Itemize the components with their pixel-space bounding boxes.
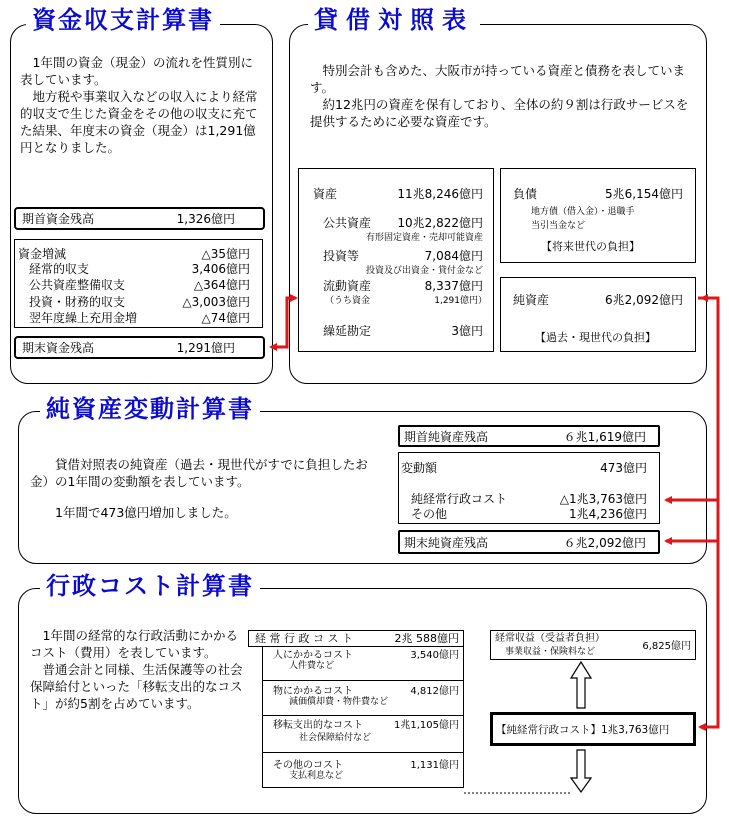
netchange-desc-line: 1年間で473億円増加しました。 bbox=[55, 505, 237, 520]
net-closing-value: ６兆2,092億円 bbox=[563, 536, 646, 550]
netchange-description bbox=[30, 456, 378, 521]
admin-item-label: その他のコスト bbox=[273, 760, 343, 771]
admin-total-box bbox=[248, 630, 464, 647]
deferred-label: 繰延勘定 bbox=[323, 324, 372, 338]
net-opening-label: 期首純資産残高 bbox=[404, 430, 489, 444]
admin-divider bbox=[263, 752, 463, 753]
net-assets-value: 6兆2,092億円 bbox=[605, 293, 683, 307]
cash-closing-label: 期末資金残高 bbox=[22, 341, 95, 355]
net-change-value: 473億円 bbox=[600, 461, 647, 475]
cash-item-label: 翌年度繰上充用金増 bbox=[29, 311, 138, 325]
admin-item-label: 移転支出的なコスト bbox=[273, 720, 363, 731]
net-closing-box bbox=[398, 530, 660, 554]
net-opening-value: ６兆1,619億円 bbox=[563, 430, 646, 444]
cash-item-label: 経常的収支 bbox=[29, 262, 90, 276]
liabilities-value: 5兆6,154億円 bbox=[605, 187, 683, 201]
assets-label: 資産 bbox=[313, 187, 338, 201]
cash-item-label: 投資・財務的収支 bbox=[29, 295, 126, 309]
cash-change-label: 資金増減 bbox=[18, 247, 67, 261]
admin-item-value: 4,812億円 bbox=[410, 686, 459, 697]
net-change-label: 変動額 bbox=[401, 461, 438, 475]
balance-description bbox=[310, 62, 695, 130]
investments-note: 投資及び出資金・貸付金など bbox=[365, 266, 483, 276]
cash-item-value: △3,003億円 bbox=[182, 295, 250, 309]
revenue-box bbox=[490, 630, 696, 660]
cash-item-value: 3,406億円 bbox=[191, 262, 250, 276]
admincost-desc-line: 普通会計と同様、生活保護等の社会保障給付といった「移転支出的なコスト」が約5割を占めています。 bbox=[30, 662, 243, 711]
current-assets-value: 8,337億円 bbox=[424, 279, 483, 293]
net-item-value: △1兆3,763億円 bbox=[559, 492, 647, 506]
admin-item-value: 1兆1,105億円 bbox=[394, 720, 459, 731]
netchange-title: 純資産変動計算書 bbox=[40, 397, 260, 421]
revenue-value: 6,825億円 bbox=[642, 641, 691, 652]
cash-closing-box bbox=[14, 336, 265, 359]
public-assets-note: 有形固定資産・売却可能資産 bbox=[365, 233, 483, 243]
admin-total-label: 経 常 行 政 コ ス ト bbox=[255, 632, 353, 645]
public-assets-value: 10兆2,822億円 bbox=[397, 216, 483, 230]
revenue-label: 経常収益（受益者負担） bbox=[495, 633, 605, 644]
cashflow-desc-line: 地方税や事業収入などの収入により経常的収支で生じた資金をその他の収支に充てた結果、年度末の資金（現金）は1,291億円となりました。 bbox=[20, 89, 258, 155]
cash-opening-box bbox=[14, 207, 265, 230]
cash-change-value: △35億円 bbox=[201, 247, 250, 261]
cash-opening-label: 期首資金残高 bbox=[22, 212, 95, 226]
assets-box bbox=[298, 168, 494, 352]
liabilities-label: 負債 bbox=[513, 187, 538, 201]
admincost-description bbox=[30, 627, 243, 712]
liabilities-burden: 【将来世代の負担】 bbox=[541, 240, 640, 253]
admin-item-note: 減価償却費・物件費など bbox=[289, 697, 389, 707]
current-assets-label: 流動資産 bbox=[323, 279, 372, 293]
investments-label: 投資等 bbox=[323, 249, 360, 263]
cashflow-title: 資金収支計算書 bbox=[26, 8, 220, 32]
admin-item-value: 1,131億円 bbox=[410, 760, 459, 771]
cash-item-value: △364億円 bbox=[193, 278, 250, 292]
cash-opening-value: 1,326億円 bbox=[176, 212, 235, 226]
net-assets-burden: 【過去・現世代の負担】 bbox=[535, 331, 656, 344]
cashflow-description bbox=[20, 54, 264, 156]
admin-item-value: 3,540億円 bbox=[410, 650, 459, 661]
cash-item-value: △74億円 bbox=[201, 311, 250, 325]
net-cost-box bbox=[490, 712, 696, 746]
balance-desc-line: 約12兆円の資産を保有しており、全体の約９割は行政サービスを提供するために必要な資産です。 bbox=[310, 97, 689, 129]
admincost-title: 行政コスト計算書 bbox=[40, 574, 260, 598]
net-opening-box bbox=[398, 425, 660, 447]
current-assets-cash: 1,291億円） bbox=[434, 296, 487, 306]
admin-divider bbox=[263, 715, 463, 716]
admin-divider bbox=[263, 680, 463, 681]
net-item-value: 1兆4,236億円 bbox=[569, 507, 647, 521]
admin-breakdown-box bbox=[262, 646, 464, 788]
admin-item-label: 人にかかるコスト bbox=[273, 650, 353, 661]
liabilities-box bbox=[500, 168, 696, 263]
balance-title: 貸借対照表 bbox=[308, 8, 480, 32]
net-item-label: 純経常行政コスト bbox=[411, 492, 508, 506]
revenue-note: 事業収益・保険料など bbox=[505, 647, 596, 657]
admin-item-label: 物にかかるコスト bbox=[273, 686, 353, 697]
admin-item-note: 人件費など bbox=[289, 661, 335, 671]
net-change-box bbox=[398, 452, 660, 524]
net-item-label: その他 bbox=[411, 507, 448, 521]
admin-total-value: 2兆 588億円 bbox=[394, 632, 459, 645]
admin-item-note: 支払利息など bbox=[289, 771, 344, 781]
net-assets-label: 純資産 bbox=[513, 293, 550, 307]
investments-value: 7,084億円 bbox=[424, 249, 483, 263]
cash-change-box bbox=[14, 239, 263, 328]
assets-value: 11兆8,246億円 bbox=[397, 187, 483, 201]
cashflow-desc-line: 1年間の資金（現金）の流れを性質別に表しています。 bbox=[20, 55, 253, 87]
public-assets-label: 公共資産 bbox=[323, 216, 372, 230]
cash-item-label: 公共資産整備収支 bbox=[29, 278, 126, 292]
current-assets-note: （うち資金 bbox=[325, 296, 371, 306]
net-cost-label: 【純経常行政コスト】1兆3,763億円 bbox=[496, 724, 670, 736]
admin-item-note: 社会保障給付など bbox=[299, 733, 372, 743]
admincost-desc-line: 1年間の経常的な行政活動にかかるコスト（費用）を表しています。 bbox=[30, 628, 238, 660]
balance-desc-line: 特別会計も含めた、大阪市が持っている資産と債務を表しています。 bbox=[310, 63, 686, 95]
net-closing-label: 期末純資産残高 bbox=[404, 536, 489, 550]
netchange-desc-line: 貸借対照表の純資産（過去・現世代がすでに負担したお金）の1年間の変動額を表しています。 bbox=[30, 457, 368, 489]
cash-closing-value: 1,291億円 bbox=[176, 341, 235, 355]
liabilities-note: 地方債（借入金）・退職手当引当金など bbox=[531, 207, 635, 231]
deferred-value: 3億円 bbox=[451, 324, 483, 338]
net-assets-box bbox=[500, 277, 696, 352]
